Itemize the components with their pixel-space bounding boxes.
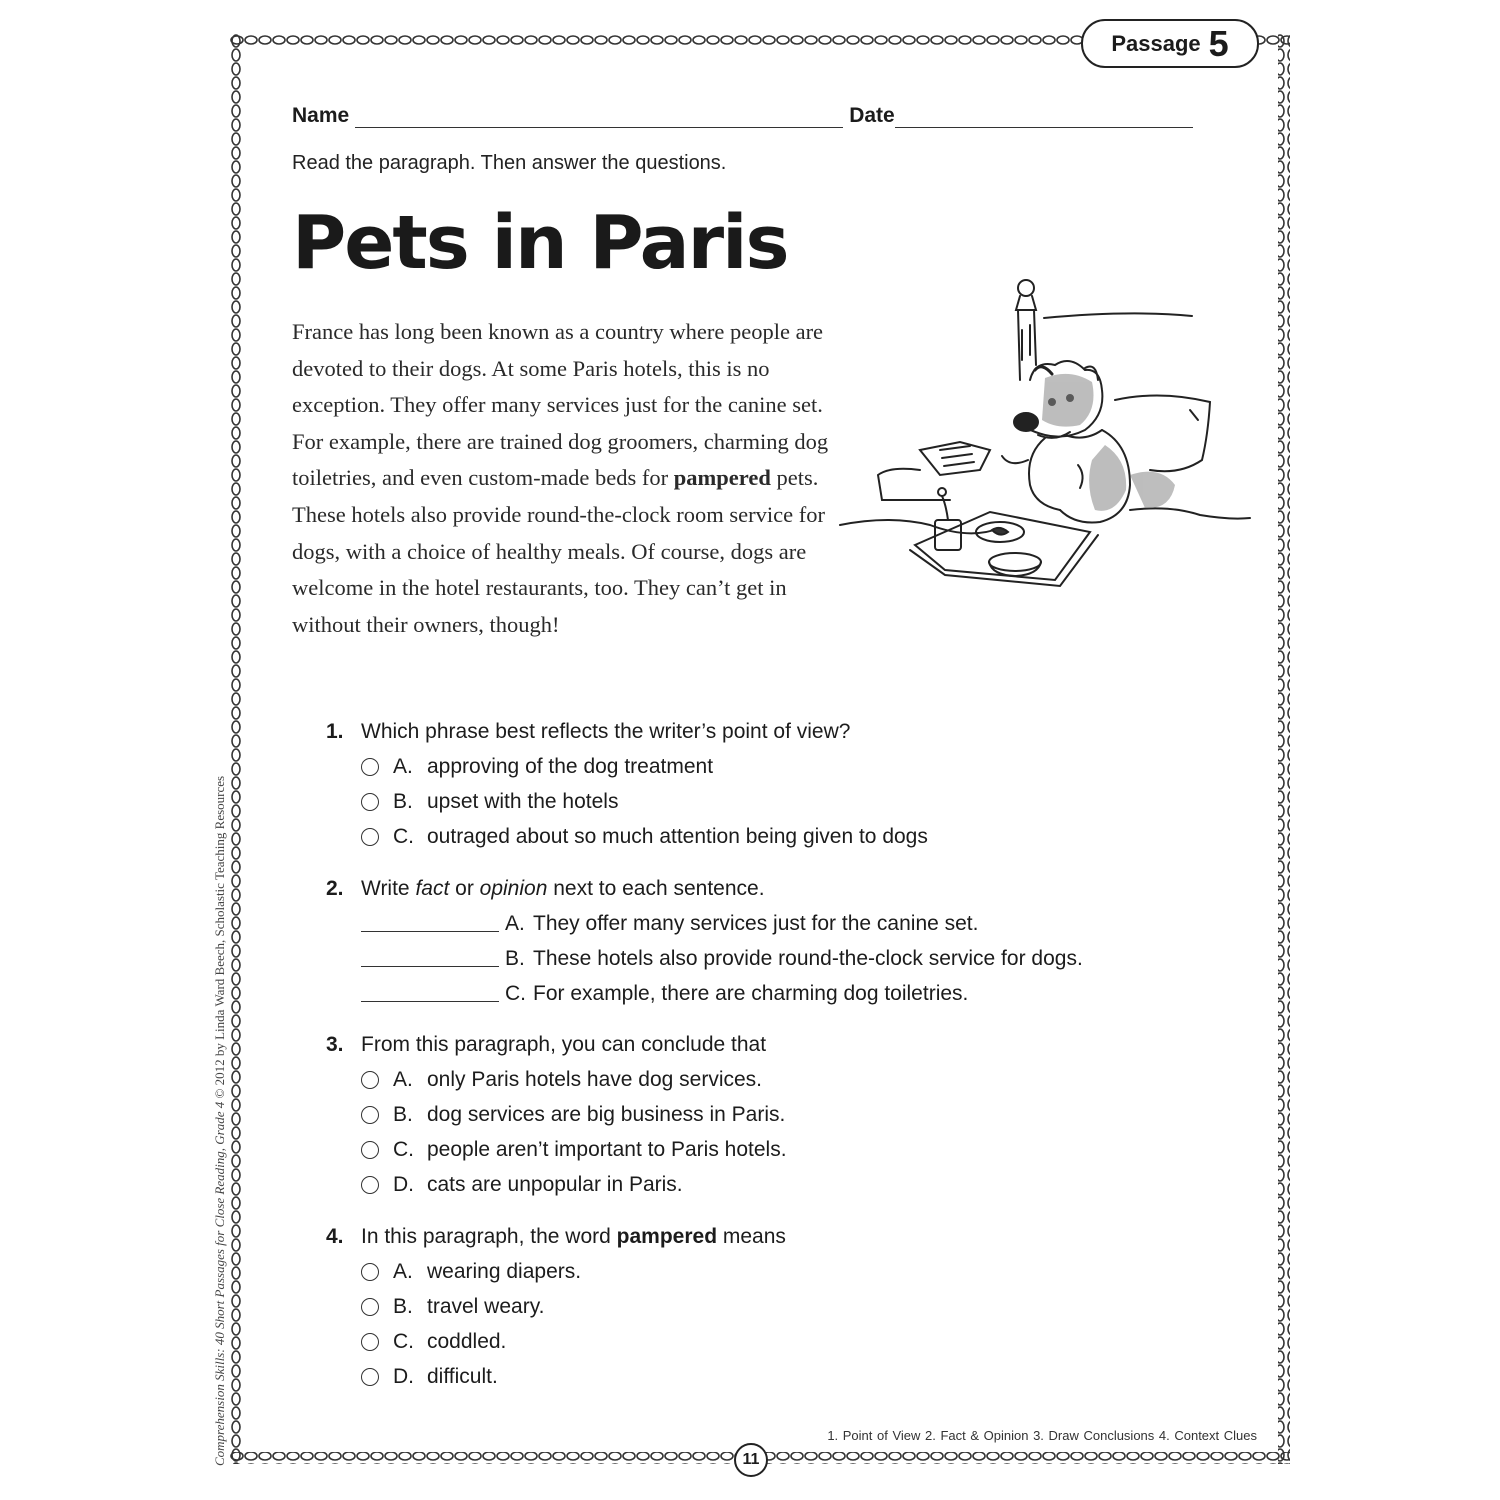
fact-opinion-item (326, 976, 1083, 1011)
option-text: cats are unpopular in Paris. (427, 1172, 683, 1196)
passage-number: 5 (1208, 22, 1229, 64)
fact-opinion-item (326, 941, 1083, 976)
name-field-line[interactable] (355, 105, 843, 128)
fact-opinion-item (326, 906, 1083, 941)
option-letter: A. (393, 1067, 413, 1091)
item-text: These hotels also provide round-the-clock service for dogs. (533, 946, 1083, 970)
answer-option[interactable] (326, 1359, 786, 1394)
radio-circle-icon[interactable] (361, 1106, 379, 1124)
option-text: only Paris hotels have dog services. (427, 1067, 763, 1091)
answer-blank-line[interactable] (361, 911, 499, 932)
question-1 (326, 714, 928, 854)
radio-circle-icon[interactable] (361, 1368, 379, 1386)
credit-text: © 2012 by Linda Ward Beech, Scholastic Teaching Resources (212, 775, 227, 1102)
answer-option[interactable] (326, 1062, 787, 1097)
item-letter: C. (505, 981, 526, 1005)
answer-option[interactable] (326, 784, 928, 819)
option-letter: A. (393, 754, 413, 778)
page-number: 11 (734, 1443, 768, 1477)
book-title: Comprehension Skills: 40 Short Passages for Close Reading, Grade 4 (212, 1101, 227, 1466)
question-number: 2. (326, 876, 344, 900)
dog-illustration (830, 270, 1260, 600)
instructions: Read the paragraph. Then answer the questions. (292, 152, 727, 174)
answer-blank-line[interactable] (361, 981, 499, 1002)
item-letter: A. (505, 911, 525, 935)
question-text: Write fact or opinion next to each sentence. (361, 876, 765, 900)
option-text: approving of the dog treatment (427, 754, 714, 778)
option-text: dog services are big business in Paris. (427, 1102, 786, 1126)
answer-option[interactable] (326, 1097, 787, 1132)
option-letter: B. (393, 789, 413, 813)
option-text: wearing diapers. (427, 1259, 582, 1283)
option-letter: C. (393, 824, 414, 848)
answer-option[interactable] (326, 1324, 786, 1359)
question-4 (326, 1219, 786, 1394)
option-text: travel weary. (427, 1294, 545, 1318)
radio-circle-icon[interactable] (361, 793, 379, 811)
radio-circle-icon[interactable] (361, 1298, 379, 1316)
radio-circle-icon[interactable] (361, 828, 379, 846)
question-text: In this paragraph, the word pampered means (361, 1224, 786, 1248)
paragraph-text-1: France has long been known as a country where people are devoted to their dogs. At some Paris hotels, this is no exception. They offer many services just for the canine set. For example, there are trained dog groomers, charming dog toiletries, and even custom-made beds for (292, 319, 829, 491)
question-text: From this paragraph, you can conclude that (361, 1032, 767, 1056)
answer-blank-line[interactable] (361, 946, 499, 967)
passage-label: Passage (1111, 30, 1201, 56)
passage-badge (1081, 19, 1259, 68)
passage-paragraph (292, 314, 832, 643)
item-letter: B. (505, 946, 525, 970)
date-field-line[interactable] (895, 105, 1193, 128)
skills-footer: 1. Point of View 2. Fact & Opinion 3. Draw Conclusions 4. Context Clues (827, 1428, 1257, 1443)
option-letter: D. (393, 1364, 414, 1388)
radio-circle-icon[interactable] (361, 1333, 379, 1351)
option-letter: A. (393, 1259, 413, 1283)
question-3 (326, 1027, 787, 1202)
option-letter: C. (393, 1329, 414, 1353)
answer-option[interactable] (326, 1289, 786, 1324)
option-text: difficult. (427, 1364, 498, 1388)
answer-option[interactable] (326, 1132, 787, 1167)
radio-circle-icon[interactable] (361, 1071, 379, 1089)
passage-title: Pets in Paris (292, 200, 788, 286)
answer-option[interactable] (326, 1167, 787, 1202)
item-text: For example, there are charming dog toiletries. (533, 981, 969, 1005)
date-label: Date (849, 104, 895, 127)
answer-option[interactable] (326, 819, 928, 854)
option-letter: B. (393, 1294, 413, 1318)
question-number: 1. (326, 719, 344, 743)
radio-circle-icon[interactable] (361, 1263, 379, 1281)
radio-circle-icon[interactable] (361, 758, 379, 776)
answer-option[interactable] (326, 749, 928, 784)
option-text: outraged about so much attention being given to dogs (427, 824, 928, 848)
name-label: Name (292, 104, 350, 127)
option-letter: D. (393, 1172, 414, 1196)
copyright-credit (212, 776, 228, 1466)
paragraph-text-2: pets. These hotels also provide round-the-clock room service for dogs, with a choice of healthy meals. Of course, dogs are welcome in the hotel restaurants, too. They can’t get in without their owners, though! (292, 465, 825, 637)
radio-circle-icon[interactable] (361, 1176, 379, 1194)
name-date-row (292, 100, 1208, 128)
question-2 (326, 871, 1083, 1011)
option-letter: C. (393, 1137, 414, 1161)
option-letter: B. (393, 1102, 413, 1126)
question-text: Which phrase best reflects the writer’s point of view? (361, 719, 851, 743)
item-text: They offer many services just for the canine set. (533, 911, 979, 935)
radio-circle-icon[interactable] (361, 1141, 379, 1159)
option-text: upset with the hotels (427, 789, 619, 813)
paragraph-bold-word: pampered (673, 465, 771, 491)
option-text: coddled. (427, 1329, 507, 1353)
question-number: 4. (326, 1224, 344, 1248)
question-number: 3. (326, 1032, 344, 1056)
option-text: people aren’t important to Paris hotels. (427, 1137, 787, 1161)
answer-option[interactable] (326, 1254, 786, 1289)
